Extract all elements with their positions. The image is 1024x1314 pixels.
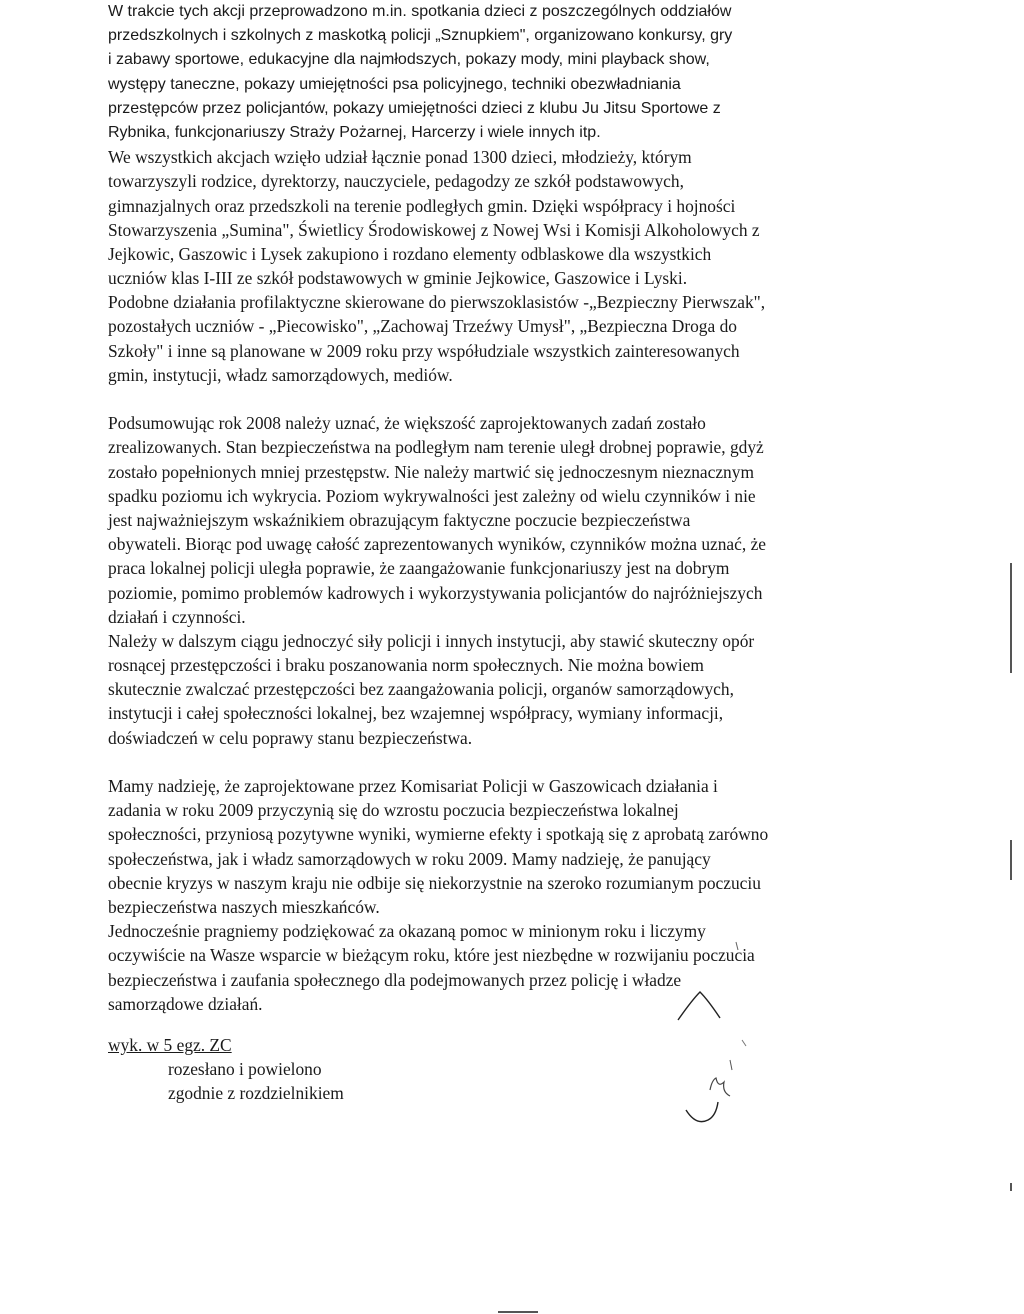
text-line: jest najważniejszym wskaźnikiem obrazującym faktyczne poczucie bezpieczeństwa [108, 509, 691, 530]
text-line: bezpieczeństwa naszych mieszkańców. [108, 896, 380, 917]
text-line: instytucji i całej społeczności lokalnej, bez wzajemnej współpracy, wymiany informacji, [108, 703, 724, 724]
text-line: zrealizowanych. Stan bezpieczeństwa na podległym nam terenie uległ drobnej poprawie, gdyż [108, 437, 764, 458]
text-line: występy taneczne, pokazy umiejętności psa policyjnego, techniki obezwładniania [108, 75, 681, 93]
text-line: Jejkowic, Gaszowic i Lysek zakupiono i rozdano elementy odblaskowe dla wszystkich [108, 243, 712, 264]
scan-edge-mark [1010, 563, 1012, 673]
scan-edge-mark [1010, 840, 1012, 880]
text-line: społeczności, przyniosą pozytywne wyniki, wymierne efekty i spotkają się z aprobatą zarówno [108, 824, 769, 845]
text-line: skutecznie zwalczać przestępczości bez zaangażowania policji, organów samorządowych, [108, 679, 734, 700]
copies-note: wyk. w 5 egz. ZC [108, 1035, 232, 1055]
text-line: zadania w roku 2009 przyczynią się do wzrostu poczucia bezpieczeństwa lokalnej [108, 800, 679, 821]
text-line: W trakcie tych akcji przeprowadzono m.in. spotkania dzieci z poszczególnych oddziałów [108, 3, 732, 20]
distribution-note [108, 1033, 344, 1106]
paragraph-summary [108, 411, 988, 750]
text-line: przedszkolnych i szkolnych z maskotką policji „Sznupkiem", organizowano konkursy, gry [108, 27, 733, 45]
text-line: rosnącej przestępczości i braku poszanowania norm społecznych. Nie można bowiem [108, 655, 704, 676]
text-line: Stowarzyszenia „Sumina", Świetlicy Środowiskowej z Nowej Wsi i Komisji Alkoholowych z [108, 219, 760, 240]
text-line: poziomie, pomimo problemów kadrowych i wykorzystywania policjantów do najróżniejszych [108, 582, 763, 603]
text-line: Jednocześnie pragniemy podziękować za okazaną pomoc w minionym roku i liczymy [108, 921, 706, 942]
signature-scribble [600, 920, 830, 1150]
text-line: pozostałych uczniów - „Piecowisko", „Zachowaj Trzeźwy Umysł", „Bezpieczna Droga do [108, 316, 737, 337]
text-line: i zabawy sportowe, edukacyjne dla najmłodszych, pokazy mody, mini playback show, [108, 51, 710, 69]
text-line: działań i czynności. [108, 606, 246, 627]
text-line: Mamy nadzieję, że zaprojektowane przez Komisariat Policji w Gaszowicach działania i [108, 776, 718, 796]
scan-edge-mark [498, 1311, 538, 1313]
text-line: spadku poziomu ich wykrycia. Poziom wykrywalności jest zależny od wielu czynników i nie [108, 485, 756, 506]
text-line: gimnazjalnych oraz przedszkoli na terenie podległych gmin. Dzięki współpracy i hojności [108, 195, 736, 216]
paragraph-actions [108, 0, 988, 145]
text-line: bezpieczeństwa i zaufania społecznego dla podejmowanych przez policję i władze [108, 969, 682, 990]
text-line: przestępców przez policjantów, pokazy umiejętności dzieci z klubu Ju Jitsu Sportowe z [108, 99, 721, 117]
text-line: oczywiście na Wasze wsparcie w bieżącym roku, które jest niezbędne w rozwijaniu poczucia [108, 945, 755, 966]
text-line: Podsumowując rok 2008 należy uznać, że większość zaprojektowanych zadań zostało [108, 413, 706, 434]
document-page [108, 0, 988, 1016]
paragraph-gap [108, 387, 988, 411]
text-line: We wszystkich akcjach wzięło udział łącznie ponad 1300 dzieci, młodzieży, którym [108, 147, 692, 168]
distribution-line: zgodnie z rozdzielnikiem [168, 1083, 344, 1104]
text-line: samorządowe działań. [108, 993, 263, 1014]
text-line: zostało popełnionych mniej przestępstw. Nie należy martwić się jednoczesnym nieznacznym [108, 461, 754, 482]
text-line: Podobne działania profilaktyczne skierowane do pierwszoklasistów -„Bezpieczny Pierwszak", [108, 292, 766, 313]
text-line: doświadczeń w celu poprawy stanu bezpieczeństwa. [108, 727, 473, 748]
text-line: praca lokalnej policji uległa poprawie, że zaangażowanie funkcjonariuszy jest na dobrym [108, 558, 730, 579]
text-line: obecnie kryzys w naszym kraju nie odbije się niekorzystnie na szeroko rozumianym poczuciu [108, 872, 761, 893]
text-line: obywateli. Biorąc pod uwagę całość zaprezentowanych wyników, czynników można uznać, że [108, 534, 767, 555]
text-line: Rybnika, funkcjonariuszy Straży Pożarnej, Harcerzy i wiele innych itp. [108, 123, 601, 141]
text-line: towarzyszyli rodzice, dyrektorzy, nauczyciele, pedagodzy ze szkół podstawowych, [108, 171, 684, 192]
text-line: uczniów klas I-III ze szkół podstawowych w gminie Jejkowice, Gaszowice i Lyski. [108, 268, 688, 289]
paragraph-hopes [108, 774, 988, 1016]
text-line: Szkoły" i inne są planowane w 2009 roku przy współudziale wszystkich zainteresowanych [108, 340, 740, 361]
paragraph-participation [108, 145, 988, 387]
text-line: społeczeństwa, jak i władz samorządowych w roku 2009. Mamy nadzieję, że panujący [108, 848, 711, 869]
distribution-line: rozesłano i powielono [168, 1059, 322, 1080]
paragraph-gap [108, 750, 988, 774]
scan-edge-mark [1010, 1183, 1012, 1191]
text-line: Należy w dalszym ciągu jednoczyć siły policji i innych instytucji, aby stawić skuteczny opór [108, 630, 755, 651]
text-line: gmin, instytucji, władz samorządowych, mediów. [108, 364, 453, 385]
